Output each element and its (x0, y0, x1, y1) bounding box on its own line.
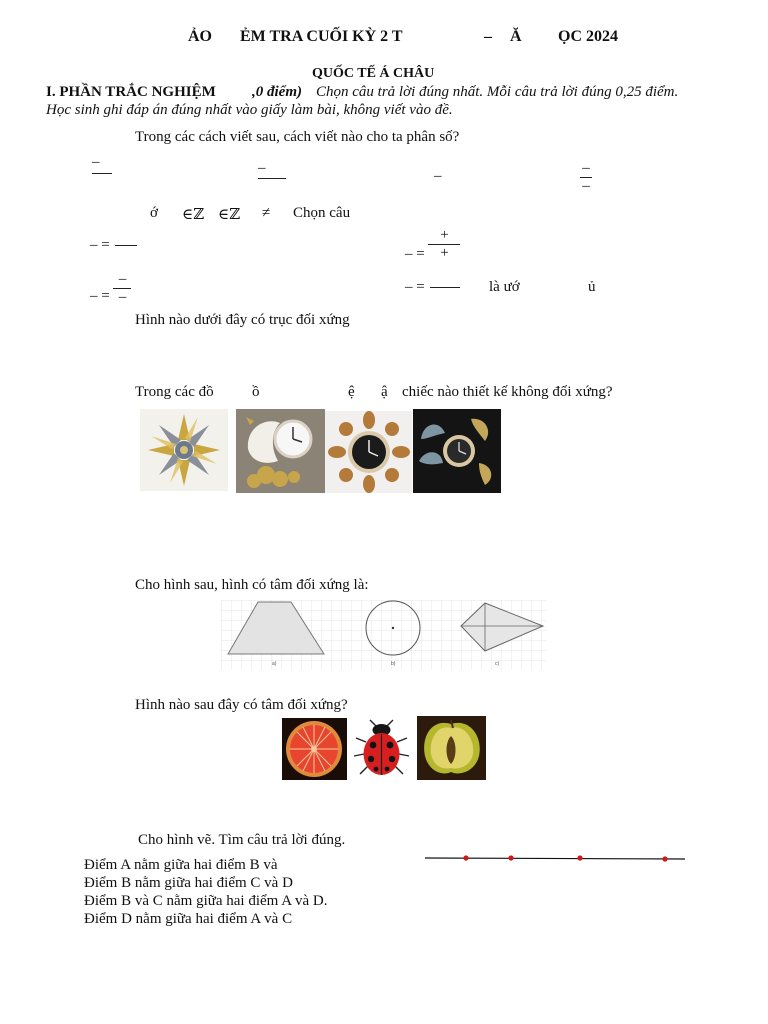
q2-part-5: Chọn câu (293, 205, 351, 221)
q5-figure (221, 600, 547, 670)
q2-fraction-b (428, 227, 460, 262)
q4-part-1: Trong các đồ (135, 384, 214, 400)
q4-part-3: ệ (348, 384, 355, 400)
q3-text: Hình nào dưới đây có trục đối xứng (135, 312, 350, 328)
q7-text: Cho hình vẽ. Tìm câu trả lời đúng. (138, 832, 346, 848)
q4-part-4: ậ (381, 384, 388, 400)
point-marker (662, 856, 667, 861)
q2-eq-c: – = (90, 287, 110, 304)
q2-part-4: ≠ (262, 205, 271, 221)
q7-option-a: Điểm A nằm giữa hai điểm B và (84, 857, 278, 873)
clock-image-gold-petals (140, 409, 228, 491)
q2-dash-bottom: – (118, 289, 127, 305)
section-heading: I. PHẦN TRẮC NGHIỆM (46, 84, 216, 100)
apple-half-image (417, 716, 486, 780)
q2-plus-top: + (440, 227, 449, 243)
q2-tail-2: ủ (588, 279, 596, 295)
q1-dash-d2: – (582, 178, 590, 194)
school-name: QUỐC TẾ Á CHÂU (312, 66, 435, 81)
q2-eq-b: – = (405, 245, 425, 262)
instruction-line-1: Chọn câu trả lời đúng nhất. Mỗi câu trả lời đúng 0,25 điểm. (316, 84, 679, 100)
q1-option-c: – (434, 168, 442, 184)
q4-part-2: ồ (252, 384, 260, 400)
point-marker (463, 855, 468, 860)
q7-option-c: Điểm B và C nằm giữa hai điểm A và D. (84, 893, 328, 909)
q1-option-b (258, 160, 286, 179)
q1-text: Trong các cách viết sau, cách viết nào cho ta phân số? (135, 129, 460, 145)
q2-plus-bottom: + (440, 245, 449, 261)
q7-option-b: Điểm B nằm giữa hai điểm C và D (84, 875, 293, 891)
q2-option-a (90, 237, 137, 254)
point-marker (508, 855, 513, 860)
title-part-1: ẢO (188, 28, 212, 45)
q7-line-figure (423, 850, 688, 866)
q2-tail: là ướ (489, 279, 520, 295)
clock-image-ginkgo-leaves (413, 409, 501, 493)
title-part-3: – (484, 28, 492, 45)
q2-part-3: ∈ℤ (218, 207, 241, 223)
q2-option-d (405, 279, 460, 296)
exam-title (0, 28, 768, 50)
q6-text: Hình nào sau đây có tâm đối xứng? (135, 697, 348, 713)
q2-dash-top: – (118, 271, 127, 287)
q4-part-5: chiếc nào thiết kế không đối xứng? (402, 384, 613, 400)
q2-option-b (405, 227, 460, 272)
q1-option-a (92, 154, 112, 174)
grapefruit-image (282, 718, 347, 780)
fraction-bar (430, 287, 460, 288)
fraction-bar (115, 245, 137, 246)
fraction-bar (92, 173, 112, 174)
clock-image-copper-sunburst (325, 411, 412, 493)
q5-text: Cho hình sau, hình có tâm đối xứng là: (135, 577, 369, 593)
q2-part-1: ớ (150, 205, 158, 221)
ladybug-image (352, 718, 411, 780)
q1-dash-d1: – (582, 160, 590, 176)
q5-label-b: b) (391, 661, 396, 667)
q2-part-2: ∈ℤ (182, 207, 205, 223)
title-part-5: ỌC 2024 (558, 28, 618, 45)
q2-eq-a: – = (90, 237, 110, 253)
q2-eq-d: – = (405, 279, 425, 295)
q1-dash-b: – (258, 160, 266, 176)
q2-fraction-c (113, 271, 131, 306)
point-marker (577, 855, 582, 860)
fraction-bar (258, 178, 286, 179)
title-part-2: ẺM TRA CUỐI KỲ 2 T (240, 28, 403, 45)
q1-option-d (580, 160, 592, 195)
title-part-4: Ă (510, 28, 522, 45)
q2-option-c (90, 271, 131, 314)
q5-label-a: a) (272, 661, 277, 667)
q1-dash-a: – (92, 154, 100, 170)
q7-option-d: Điểm D nằm giữa hai điểm A và C (84, 911, 293, 927)
instruction-line-2: Học sinh ghi đáp án đúng nhất vào giấy làm bài, không viết vào đề. (46, 102, 453, 118)
q5-label-c: c) (495, 661, 500, 667)
clock-image-white-swan (236, 409, 325, 493)
section-points: ,0 điểm) (252, 84, 302, 100)
